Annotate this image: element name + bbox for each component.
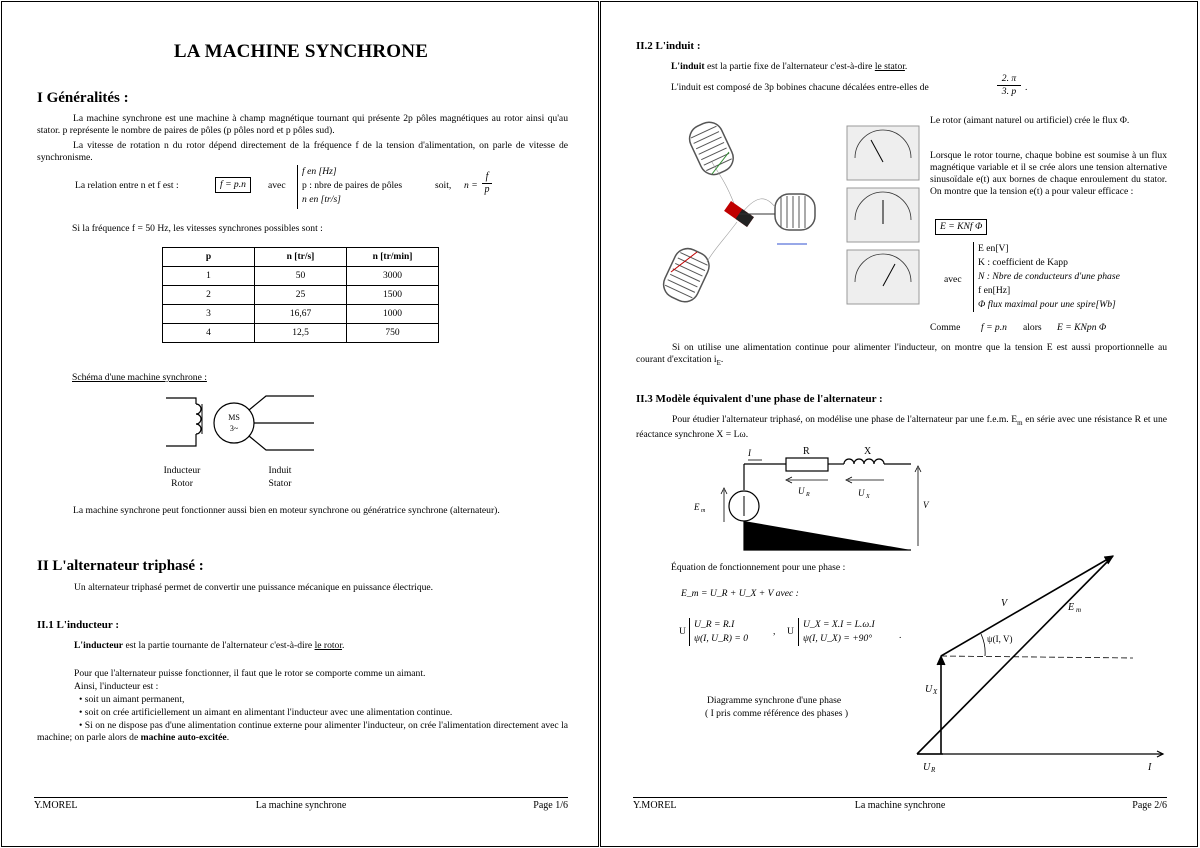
- angle-fraction: [997, 73, 1021, 98]
- equation-UX-block: [798, 618, 875, 646]
- sec23-p1-sub: m: [1017, 418, 1023, 427]
- table-row: [163, 305, 439, 324]
- equation-UR-block: [689, 618, 748, 646]
- schema-title: Schéma d'une machine synchrone :: [72, 372, 207, 383]
- fraction-f-over-p: [482, 171, 492, 196]
- soit-label: soit,: [435, 180, 452, 191]
- eq-ux-1: U_X = X.I = L.ω.I: [803, 619, 875, 630]
- speeds-intro: Si la fréquence f = 50 Hz, les vitesses synchrones possibles sont :: [72, 223, 323, 234]
- section-2-2-title: II.2 L'induit :: [636, 40, 701, 52]
- circuit-UX-sub: X: [866, 494, 870, 500]
- footer-author: Y.MOREL: [34, 800, 78, 811]
- def-f: f en[Hz]: [978, 285, 1011, 296]
- E-definitions: [973, 242, 1120, 312]
- circuit-X: X: [864, 446, 872, 457]
- phasor-Em: [917, 556, 1113, 754]
- eq-ux-2: ψ(I, U_X) = +90°: [803, 633, 873, 644]
- motor-label-ms: MS: [228, 413, 240, 422]
- rotor-underlined: le rotor: [314, 640, 343, 651]
- circuit-UR: U: [798, 486, 805, 496]
- table-cell: 4: [163, 324, 255, 343]
- induit-label: Induit: [268, 465, 292, 476]
- rotor-label: Rotor: [171, 478, 193, 489]
- table-cell: 2: [163, 286, 255, 305]
- phasor-UX-sub: X: [933, 688, 938, 696]
- sec21-paragraph-2: Pour que l'alternateur puisse fonctionner, il faut que le rotor se comporte comme un aimant.: [74, 668, 426, 679]
- right-paragraph-1: Le rotor (aimant naturel ou artificiel) crée le flux Φ.: [930, 115, 1130, 126]
- section-2-title: II L'alternateur triphasé :: [37, 558, 204, 574]
- def-phi: Φ flux maximal pour une spire[Wb]: [978, 299, 1116, 310]
- voltmeters-illustration: [845, 122, 923, 312]
- sec23-paragraph-1: [636, 414, 1167, 441]
- angle-denominator: 3. p: [1001, 86, 1017, 97]
- sec21-p1-text: est la partie tournante de l'alternateur c'est-à-dire: [123, 640, 315, 651]
- stator-label: Stator: [268, 478, 292, 489]
- right-paragraph-2: Lorsque le rotor tourne, chaque bobine est soumise à un flux magnétique variable et il se crée alors une tension alternative sinusoïdale e(t) aux bornes de chaque enroulement du stator. On montre que la tension e(t) a pour valeur efficace :: [930, 150, 1167, 197]
- def-f: f en [Hz]: [302, 166, 337, 177]
- table-row: [163, 286, 439, 305]
- equation-title: Équation de fonctionnement pour une phase :: [671, 562, 846, 573]
- phasor-V: [941, 556, 1113, 656]
- fraction-numerator: f: [482, 171, 492, 184]
- page-1: [1, 1, 599, 847]
- table-row: [163, 267, 439, 286]
- sec2-paragraph-1: Un alternateur triphasé permet de convertir une puissance mécanique en puissance électrique.: [74, 582, 434, 593]
- footer-doc-title: La machine synchrone: [255, 800, 347, 811]
- eq-ur-2: ψ(I, U_R) = 0: [694, 633, 748, 644]
- phasor-reference-line: [941, 656, 1133, 658]
- section-2-3-title: II.3 Modèle équivalent d'une phase de l'alternateur :: [636, 393, 883, 405]
- voltmeter-3: [847, 250, 919, 304]
- n-equals: n =: [464, 180, 478, 191]
- table-cell: 1: [163, 267, 255, 286]
- table-cell: 1000: [347, 305, 439, 324]
- section-1-title: I Généralités :: [37, 90, 129, 106]
- table-cell: 3: [163, 305, 255, 324]
- phasor-psi-label: ψ(I, V): [987, 634, 1013, 644]
- circuit-Em-sub: m: [701, 508, 706, 514]
- red-arrow: [671, 252, 697, 272]
- resistor-R: [786, 458, 828, 471]
- table-header-cell: p: [163, 248, 255, 267]
- phasor-I-label: I: [1148, 762, 1152, 773]
- table-cell: 50: [255, 267, 347, 286]
- motor-circle: [214, 403, 254, 443]
- comme-label: Comme: [930, 322, 961, 333]
- inducteur-caption: [152, 464, 212, 490]
- motor-label-3: 3~: [229, 424, 239, 433]
- circuit-Em: E: [694, 502, 700, 512]
- formula-E: E = KNf Φ: [935, 219, 987, 235]
- sec22-p3-sub: E: [716, 358, 721, 367]
- alors-label: alors: [1023, 322, 1042, 333]
- diagram-title: Diagramme synchrone d'une phase: [707, 695, 842, 706]
- avec-label: avec: [944, 274, 962, 285]
- induit-caption: [250, 464, 310, 490]
- sec22-paragraph-3: Si on utilise une alimentation continue pour alimenter l'inducteur, on montre que la tension E est aussi proportionnelle au courant d'excitation $i_E$.: [636, 342, 1167, 367]
- def-n: n en [tr/s]: [302, 194, 341, 205]
- relation-definitions: [297, 165, 402, 209]
- comme-E: E = KNpn Φ: [1057, 322, 1107, 333]
- phasor-UX-label: U: [925, 684, 933, 695]
- footer-page-number: Page 2/6: [1132, 800, 1167, 811]
- phasor-UR-label: U: [923, 762, 931, 773]
- table-row: [163, 324, 439, 343]
- page-2: II.2 L'induit : L'induit est la partie fixe de l'alternateur c'est-à-dire le stator. L'induit est composé de 3p bobines chacune décalées entre-elles de $\frac{2. \pi}{3. p}$ . Le rotor (aimant naturel ou artificiel) crée le flux Φ. Lorsque le rotor tourne, chaque bobine est soumise à un flux magnétique variable et il se crée alors une tension alternative sinusoïdale e(t) aux bornes de chaque enroulement du stator. On montre que la tension e(t) a pour valeur efficace : E = KNf Φ avec E en[V] K : coefficient de Kapp N : Nbre de conducteurs d'une phase f en[Hz] Φ flux maximal pour une spire[Wb] Comme f = p.n alors E = KNpn Φ Si on utilise une alimentation continue pour alimenter l'inducteur, on montre que la tension E est aussi proportionnelle au courant d'excitation $i_E$. II.3 Modèle équivalent d'une phase de l'alternateur : Pour étudier l'alternateur triphasé, on modélise une phase de l'alternateur par une f.e.m. $E_m$ en série avec une résistance R et une réactance synchrone X = Lω. I R X U R U X E m V Équation de fonctionnement pour une phase : E_m = U_R + U_X + V avec : U U_R = R.I ψ(I, U_R) = 0 , U U_X = X.I = L.ω.I ψ(I, U_X) = +90° . Diagramme synchrone d'une phase ( I pris comme référence des phases ) V E m U X U R I ψ(I, V) Y.MOREL La machine synchrone Page 2/6: [600, 1, 1198, 847]
- circuit-I: I: [748, 448, 751, 458]
- table-cell: 16,67: [255, 305, 347, 324]
- inducteur-label: Inducteur: [163, 465, 201, 476]
- voltmeter-1: [847, 126, 919, 180]
- reactance-X: [844, 459, 884, 464]
- circuit-UR-sub: R: [806, 492, 810, 498]
- bullet-2: • soit on crée artificiellement un aimant en alimentant l'inducteur avec une alimentation continue.: [79, 707, 453, 718]
- def-N: N : Nbre de conducteurs d'une phase: [978, 271, 1120, 282]
- eq-ur-1: U_R = R.I: [694, 619, 735, 630]
- circuit-R: R: [803, 446, 810, 457]
- sec22-paragraph-2: L'induit est composé de 3p bobines chacune décalées entre-elles de: [671, 82, 929, 93]
- table-cell: 1500: [347, 286, 439, 305]
- alternator-illustration: [667, 122, 827, 312]
- stator-underlined: le stator: [874, 61, 905, 72]
- fraction-denominator: p: [484, 184, 490, 195]
- circuit-UX: U: [858, 488, 865, 498]
- sec21-paragraph-3: Ainsi, l'inducteur est :: [74, 681, 159, 692]
- bullet-1: • soit un aimant permanent,: [79, 694, 185, 705]
- def-p: p : nbre de paires de pôles: [302, 180, 403, 191]
- angle-numerator: 2. π: [997, 73, 1021, 86]
- bullet-3-text: • Si on ne dispose pas d'une alimentation continue externe pour alimenter l'inducteur, on crée l'alimentation directement avec la machine; on parle alors de: [37, 720, 568, 743]
- phasor-angle-arc: [981, 634, 985, 656]
- table-cell: 3000: [347, 267, 439, 286]
- phasor-Em-sub: m: [1076, 606, 1082, 614]
- speeds-table: [162, 247, 439, 343]
- table-header-row: [163, 248, 439, 267]
- footer-author: Y.MOREL: [633, 800, 677, 811]
- equivalent-circuit: [686, 442, 929, 557]
- diagram-subtitle: ( I pris comme référence des phases ): [705, 708, 849, 719]
- comme-f: f = p.n: [981, 322, 1007, 333]
- sec23-p1-rest: en série avec une résistance R et une réactance synchrone X = Lω.: [636, 414, 1167, 440]
- auto-excitee-bold: machine auto-excitée: [140, 732, 227, 743]
- relation-formula: f = p.n: [215, 177, 251, 193]
- bullet-3: • Si on ne dispose pas d'une alimentation continue externe pour alimenter l'inducteur, on crée l'alimentation directement avec la machine; on parle alors de machine auto-excitée.: [37, 720, 568, 743]
- sec1-paragraph-2: La vitesse de rotation n du rotor dépend directement de la fréquence f de la tension d'alimentation, on parle de vitesse de synchronisme.: [37, 140, 568, 163]
- inducteur-bold: L'inducteur: [74, 640, 124, 651]
- footer-doc-title: La machine synchrone: [854, 800, 946, 811]
- sec21-paragraph-1: L'inducteur est la partie tournante de l'alternateur c'est-à-dire le rotor.: [74, 640, 345, 651]
- table-cell: 12,5: [255, 324, 347, 343]
- table-header-cell: n [tr/min]: [347, 248, 439, 267]
- def-K: K : coefficient de Kapp: [978, 257, 1068, 268]
- sec22-paragraph-1: L'induit est la partie fixe de l'alternateur c'est-à-dire le stator.: [671, 61, 908, 72]
- footer-page-2: [633, 797, 1167, 811]
- footer-page-number: Page 1/6: [533, 800, 568, 811]
- table-cell: 25: [255, 286, 347, 305]
- sec22-p3-text: Si on utilise une alimentation continue pour alimenter l'inducteur, on montre que la tension E est aussi proportionnelle au courant d'excitation i: [636, 342, 1167, 365]
- equation-main: E_m = U_R + U_X + V avec :: [681, 588, 799, 599]
- sec23-p1-text: Pour étudier l'alternateur triphasé, on modélise une phase de l'alternateur par une f.e.m. E: [672, 414, 1018, 425]
- relation-avec: avec: [268, 180, 286, 191]
- phasor-diagram: [901, 542, 1169, 777]
- induit-bold: L'induit: [671, 61, 705, 72]
- relation-label: La relation entre n et f est :: [75, 180, 179, 191]
- sec1-paragraph-1: La machine synchrone est une machine à champ magnétique tournant qui présente 2p pôles magnétiques au rotor ainsi qu'au stator. p représente le nombre de paires de pôles (p pôles nord et p pôles sud).: [37, 113, 568, 136]
- table-header-cell: n [tr/s]: [255, 248, 347, 267]
- phasor-Em-label: E: [1068, 602, 1075, 613]
- document-title: LA MACHINE SYNCHRONE: [173, 41, 429, 62]
- voltmeter-2: [847, 188, 919, 242]
- sec1-paragraph-3: La machine synchrone peut fonctionner aussi bien en moteur synchrone ou génératrice synchrone (alternateur).: [73, 505, 500, 516]
- inductor-coil-symbol: [196, 404, 201, 434]
- phasor-UR-sub: R: [931, 766, 936, 774]
- phasor-V-label: V: [1001, 598, 1008, 609]
- sec22-p1-text: est la partie fixe de l'alternateur c'est-à-dire: [704, 61, 875, 72]
- circuit-V: V: [923, 500, 929, 510]
- def-E: E en[V]: [978, 243, 1009, 254]
- footer-page-1: [34, 797, 568, 811]
- section-2-1-title: II.1 L'inducteur :: [37, 619, 120, 631]
- table-cell: 750: [347, 324, 439, 343]
